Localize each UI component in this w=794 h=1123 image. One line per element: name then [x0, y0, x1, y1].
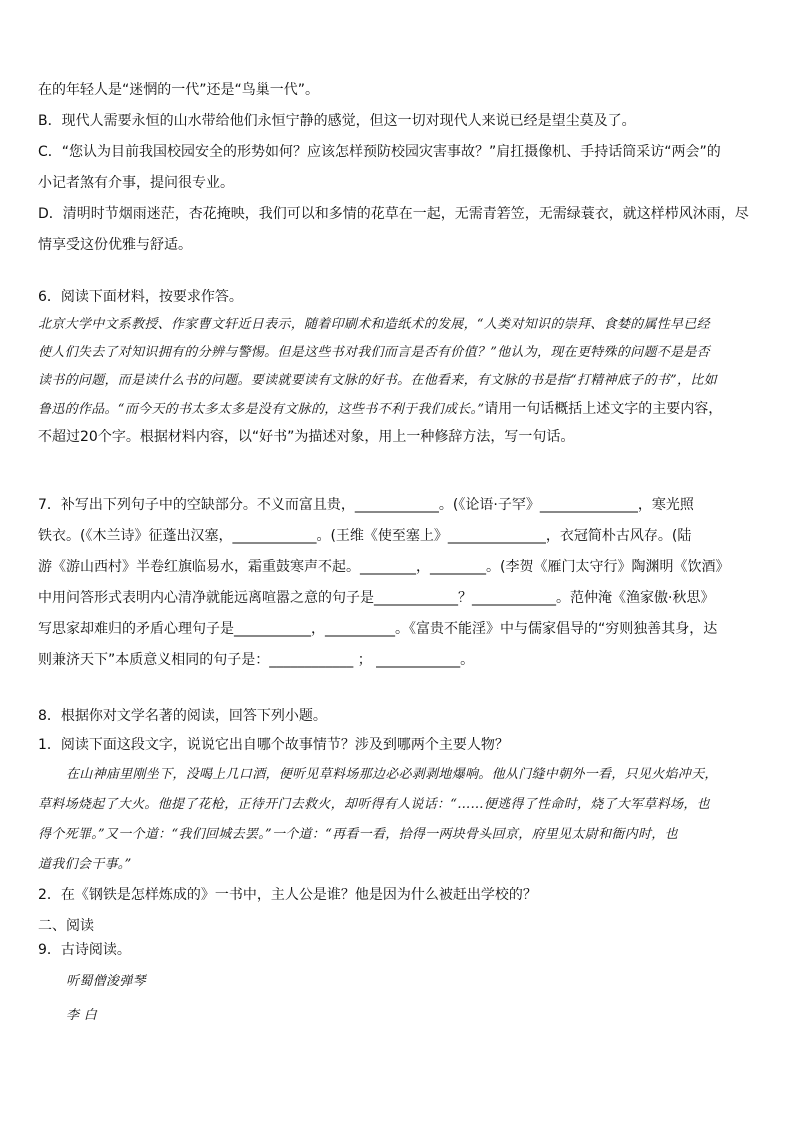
material-line-4	[38, 399, 760, 419]
poem-title: 听蜀僧浚弹琴	[66, 974, 146, 989]
option-c-line-1: C．“您认为目前我国校园安全的形势如何？应该怎样预防校园灾害事故？”肩扛摄像机、手持话筒采访“两会”的	[38, 144, 721, 160]
question-5-options	[38, 80, 760, 255]
question-6-title: 6．阅读下面材料，按要求作答。	[38, 289, 243, 305]
sub-question-2: 2．在《钢铁是怎样炼成的》一书中，主人公是谁？他是因为什么被赶出学校的？	[38, 887, 537, 903]
material-line-3: 读书的问题，而是读什么书的问题。要读就要读有文脉的好书。在他看来，有文脉的书是指“打精神底子的书”，比如	[38, 373, 717, 388]
section-reading	[38, 916, 760, 1026]
question-7-line-2: 铁衣。(《木兰诗》征蓬出汉塞，____________。(王维《使至塞上》______________，衣冠简朴古风存。(陆	[38, 528, 692, 544]
question-7	[38, 495, 760, 670]
question-7-line-4: 中用问答形式表明内心清净就能远离喧嚣之意的句子是____________？____________。范仲淹《渔家傲·秋思》	[38, 590, 715, 606]
passage-line-4: 道我们会干事。”	[38, 857, 132, 872]
option-c-line-2: 小记者煞有介事，提问很专业。	[38, 175, 234, 191]
question-9-title: 9．古诗阅读。	[38, 942, 131, 958]
option-b: B．现代人需要永恒的山水带给他们永恒宁静的感觉，但这一切对现代人来说已经是望尘莫及了。	[38, 113, 636, 129]
passage-line-2: 草料场烧起了大火。他提了花枪，正待开门去救火，却听得有人说话：“……便逃得了性命时，烧了大军草料场，也	[38, 797, 710, 812]
question-8	[38, 706, 760, 905]
passage-line-1: 在山神庙里刚坐下，没喝上几口酒，便听见草料场那边必必剥剥地爆响。他从门缝中朝外一看，只见火焰冲天，	[66, 767, 718, 782]
passage-line-3: 得个死罪。”又一个道：“我们回城去罢。”一个道：“再看一看，拾得一两块骨头回京，府里见太尉和衙内时，也	[38, 827, 678, 842]
section-heading: 二、阅读	[38, 918, 94, 934]
question-6-prompt: 请用一句话概括上述文字的主要内容，	[484, 401, 723, 417]
material-line-1: 北京大学中文系教授、作家曹文轩近日表示，随着印刷术和造纸术的发展，“人类对知识的崇拜、食婪的属性早已经	[38, 317, 710, 332]
question-7-line-3: 游《游山西村》半卷红旗临易水，霜重鼓寒声不起。________，________。(李贺《雁门太守行》陶渊明《饮酒》	[38, 559, 730, 575]
question-6-prompt-2: 不超过20个字。根据材料内容，以“好书”为描述对象，用上一种修辞方法，写一句话。	[38, 429, 575, 445]
sub-question-1: 1．阅读下面这段文字，说说它出自哪个故事情节？涉及到哪两个主要人物？	[38, 737, 509, 753]
option-d-line-1: D．清明时节烟雨迷茫，杏花掩映，我们可以和多情的花草在一起，无需青箬笠，无需绿蓑衣，就这样栉风沐雨，尽	[38, 206, 749, 222]
question-7-line-6: 则兼济天下”本质意义相同的句子是：____________ ； ____________。	[38, 652, 475, 668]
question-7-line-5: 写思家却难归的矛盾心理句子是___________，__________。《富贵不能淫》中与儒家倡导的“穷则独善其身，达	[38, 621, 718, 637]
text-line: 在的年轻人是“迷惘的一代”还是“鸟巢一代”。	[38, 82, 320, 98]
poem-author: 李 白	[66, 1008, 98, 1023]
question-6	[38, 287, 760, 447]
option-d-line-2: 情享受这份优雅与舒适。	[38, 237, 192, 253]
material-line-4-quote: 鲁迅的作品。“而今天的书太多太多是没有文脉的，这些书不利于我们成长。”	[38, 402, 485, 417]
material-line-2: 使人们失去了对知识拥有的分辨与警惕。但是这些书对我们而言是否有价值？”他认为，现在更特殊的问题不是是否	[38, 345, 710, 360]
question-7-line-1: 7．补写出下列句子中的空缺部分。不义而富且贵，____________。(《论语·子罕》______________，寒光照	[38, 497, 694, 513]
question-8-title: 8．根据你对文学名著的阅读，回答下列小题。	[38, 708, 327, 724]
